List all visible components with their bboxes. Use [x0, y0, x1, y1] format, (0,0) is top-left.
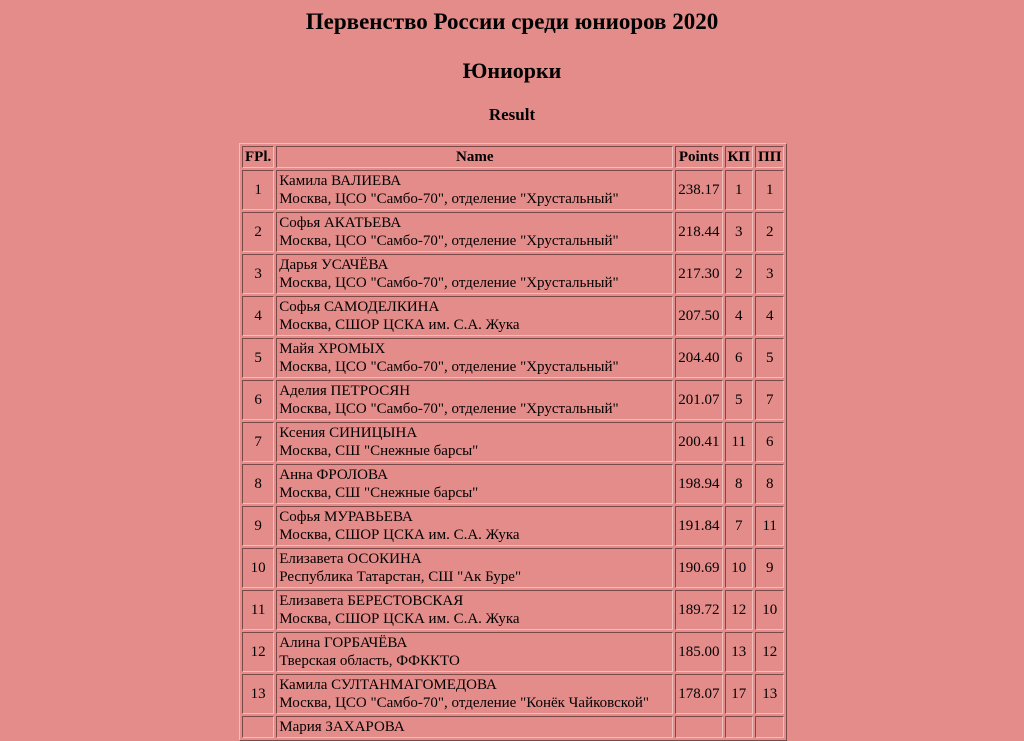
name-cell — [276, 590, 673, 630]
table-row — [242, 338, 784, 378]
short-program-rank-cell: 11 — [725, 422, 754, 462]
free-program-rank-cell: 1 — [755, 170, 784, 210]
place-cell: 6 — [242, 380, 274, 420]
short-program-rank-cell — [725, 716, 754, 738]
athlete-club: Москва, СШОР ЦСКА им. С.А. Жука — [279, 611, 520, 627]
table-row — [242, 506, 784, 546]
results-table — [239, 143, 787, 741]
points-cell: 178.07 — [675, 674, 722, 714]
athlete-club: Москва, ЦСО "Самбо-70", отделение "Хрустальный" — [279, 233, 619, 249]
athlete-name: Аделия ПЕТРОСЯН — [279, 383, 411, 399]
athlete-name: Мария ЗАХАРОВА — [279, 719, 405, 735]
header-points: Points — [675, 146, 722, 168]
points-cell: 190.69 — [675, 548, 722, 588]
section-heading: Result — [488, 105, 536, 124]
place-cell: 10 — [242, 548, 274, 588]
table-header-row — [242, 146, 784, 168]
name-cell — [276, 170, 673, 210]
athlete-name: Алина ГОРБАЧЁВА — [279, 635, 408, 651]
place-cell: 9 — [242, 506, 274, 546]
header-short-program: КП — [725, 146, 754, 168]
athlete-club: Москва, ЦСО "Самбо-70", отделение "Конёк Чайковской" — [279, 695, 649, 711]
short-program-rank-cell: 13 — [725, 632, 754, 672]
name-cell — [276, 716, 673, 738]
points-cell: 201.07 — [675, 380, 722, 420]
table-row — [242, 548, 784, 588]
points-cell: 204.40 — [675, 338, 722, 378]
athlete-name: Елизавета ОСОКИНА — [279, 551, 422, 567]
athlete-name: Анна ФРОЛОВА — [279, 467, 388, 483]
athlete-name: Софья МУРАВЬЕВА — [279, 509, 413, 525]
points-cell: 218.44 — [675, 212, 722, 252]
header-name: Name — [276, 146, 673, 168]
short-program-rank-cell: 4 — [725, 296, 754, 336]
points-cell: 207.50 — [675, 296, 722, 336]
table-row — [242, 464, 784, 504]
short-program-rank-cell: 8 — [725, 464, 754, 504]
name-cell — [276, 548, 673, 588]
free-program-rank-cell: 10 — [755, 590, 784, 630]
free-program-rank-cell: 5 — [755, 338, 784, 378]
points-cell: 191.84 — [675, 506, 722, 546]
athlete-club: Москва, ЦСО "Самбо-70", отделение "Хрустальный" — [279, 275, 619, 291]
short-program-rank-cell: 10 — [725, 548, 754, 588]
place-cell: 5 — [242, 338, 274, 378]
table-row — [242, 590, 784, 630]
place-cell: 4 — [242, 296, 274, 336]
place-cell: 11 — [242, 590, 274, 630]
points-cell: 189.72 — [675, 590, 722, 630]
name-cell — [276, 506, 673, 546]
name-cell — [276, 254, 673, 294]
name-cell — [276, 422, 673, 462]
name-cell — [276, 212, 673, 252]
name-cell — [276, 464, 673, 504]
athlete-name: Дарья УСАЧЁВА — [279, 257, 389, 273]
name-cell — [276, 632, 673, 672]
place-cell: 1 — [242, 170, 274, 210]
athlete-club: Москва, ЦСО "Самбо-70", отделение "Хрустальный" — [279, 401, 619, 417]
table-row — [242, 632, 784, 672]
table-row — [242, 380, 784, 420]
free-program-rank-cell: 3 — [755, 254, 784, 294]
points-cell: 238.17 — [675, 170, 722, 210]
table-row — [242, 254, 784, 294]
short-program-rank-cell: 12 — [725, 590, 754, 630]
free-program-rank-cell: 9 — [755, 548, 784, 588]
category-subtitle: Юниорки — [462, 58, 562, 83]
results-table-body — [242, 170, 784, 738]
points-cell — [675, 716, 722, 738]
free-program-rank-cell: 6 — [755, 422, 784, 462]
place-cell: 13 — [242, 674, 274, 714]
points-cell: 200.41 — [675, 422, 722, 462]
athlete-club: Москва, СШОР ЦСКА им. С.А. Жука — [279, 317, 520, 333]
athlete-club: Москва, СШОР ЦСКА им. С.А. Жука — [279, 527, 520, 543]
free-program-rank-cell: 7 — [755, 380, 784, 420]
table-row — [242, 296, 784, 336]
place-cell — [242, 716, 274, 738]
free-program-rank-cell — [755, 716, 784, 738]
name-cell — [276, 296, 673, 336]
place-cell: 7 — [242, 422, 274, 462]
header-place: FPl. — [242, 146, 274, 168]
name-cell — [276, 338, 673, 378]
athlete-name: Софья АКАТЬЕВА — [279, 215, 402, 231]
free-program-rank-cell: 4 — [755, 296, 784, 336]
points-cell: 198.94 — [675, 464, 722, 504]
place-cell: 8 — [242, 464, 274, 504]
athlete-name: Камила ВАЛИЕВА — [279, 173, 402, 189]
athlete-club: Москва, ЦСО "Самбо-70", отделение "Хрустальный" — [279, 191, 619, 207]
athlete-club: Москва, СШ "Снежные барсы" — [279, 443, 479, 459]
table-row — [242, 212, 784, 252]
athlete-name: Камила СУЛТАНМАГОМЕДОВА — [279, 677, 497, 693]
name-cell — [276, 674, 673, 714]
athlete-name: Елизавета БЕРЕСТОВСКАЯ — [279, 593, 464, 609]
short-program-rank-cell: 7 — [725, 506, 754, 546]
points-cell: 185.00 — [675, 632, 722, 672]
place-cell: 3 — [242, 254, 274, 294]
athlete-name: Майя ХРОМЫХ — [279, 341, 386, 357]
table-row — [242, 422, 784, 462]
free-program-rank-cell: 8 — [755, 464, 784, 504]
short-program-rank-cell: 5 — [725, 380, 754, 420]
place-cell: 12 — [242, 632, 274, 672]
athlete-club: Республика Татарстан, СШ "Ак Буре" — [279, 569, 522, 585]
short-program-rank-cell: 6 — [725, 338, 754, 378]
page-title: Первенство России среди юниоров 2020 — [305, 9, 719, 34]
short-program-rank-cell: 17 — [725, 674, 754, 714]
table-row — [242, 674, 784, 714]
athlete-club: Тверская область, ФФККТО — [279, 653, 460, 669]
table-row — [242, 716, 784, 738]
name-cell — [276, 380, 673, 420]
athlete-name: Ксения СИНИЦЫНА — [279, 425, 418, 441]
place-cell: 2 — [242, 212, 274, 252]
free-program-rank-cell: 2 — [755, 212, 784, 252]
header-free-program: ПП — [755, 146, 784, 168]
free-program-rank-cell: 13 — [755, 674, 784, 714]
athlete-club: Москва, СШ "Снежные барсы" — [279, 485, 479, 501]
athlete-name: Софья САМОДЕЛКИНА — [279, 299, 440, 315]
points-cell: 217.30 — [675, 254, 722, 294]
athlete-club: Москва, ЦСО "Самбо-70", отделение "Хрустальный" — [279, 359, 619, 375]
free-program-rank-cell: 11 — [755, 506, 784, 546]
short-program-rank-cell: 3 — [725, 212, 754, 252]
short-program-rank-cell: 1 — [725, 170, 754, 210]
table-row — [242, 170, 784, 210]
free-program-rank-cell: 12 — [755, 632, 784, 672]
short-program-rank-cell: 2 — [725, 254, 754, 294]
